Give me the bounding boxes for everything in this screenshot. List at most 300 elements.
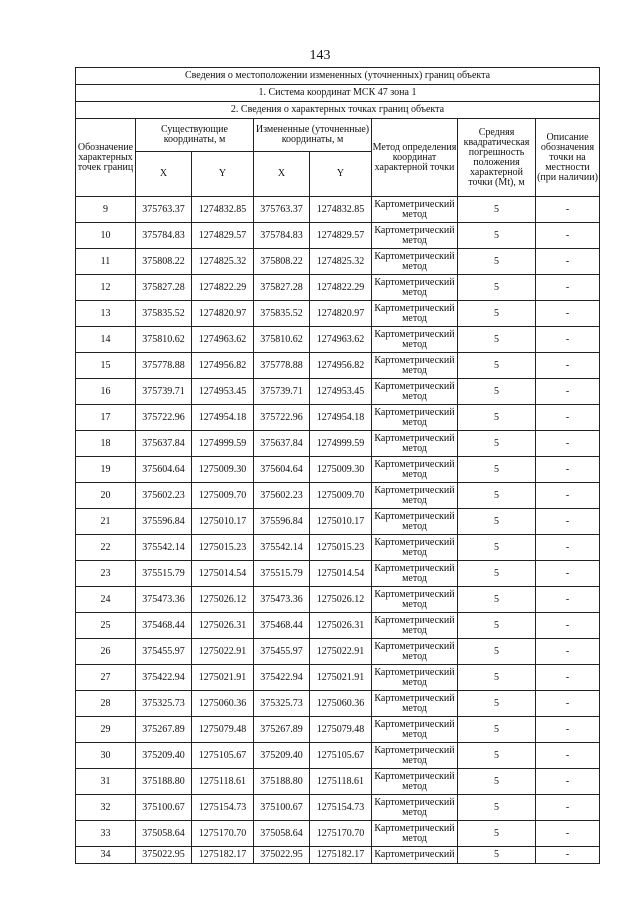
method-line1: Картометрический — [374, 484, 455, 496]
table-row — [76, 197, 600, 223]
existing-x-cell: 375778.88 — [136, 353, 192, 379]
existing-x-cell: 375784.83 — [136, 223, 192, 249]
table-row — [76, 821, 600, 847]
method-line2: метод — [402, 494, 427, 506]
existing-x-cell: 375209.40 — [136, 743, 192, 769]
method-line2: метод — [402, 650, 427, 662]
method-cell — [372, 847, 458, 864]
error-cell: 5 — [458, 743, 536, 769]
existing-x-cell: 375808.22 — [136, 249, 192, 275]
method-line1: Картометрический — [374, 354, 455, 366]
changed-x-cell: 375455.97 — [254, 639, 310, 665]
changed-y-cell: 1275021.91 — [310, 665, 372, 691]
changed-y-cell: 1274825.32 — [310, 249, 372, 275]
method-line1: Картометрический — [374, 276, 455, 288]
existing-x-cell: 375022.95 — [136, 847, 192, 864]
table-row — [76, 223, 600, 249]
method-line2: метод — [402, 754, 427, 766]
error-cell: 5 — [458, 769, 536, 795]
table-row — [76, 483, 600, 509]
changed-x-cell: 375637.84 — [254, 431, 310, 457]
method-cell — [372, 769, 458, 795]
changed-x-cell: 375604.64 — [254, 457, 310, 483]
existing-y-cell: 1274963.62 — [192, 327, 254, 353]
point-number-cell: 26 — [76, 639, 136, 665]
changed-x-cell: 375778.88 — [254, 353, 310, 379]
error-cell: 5 — [458, 847, 536, 864]
existing-y-cell: 1274825.32 — [192, 249, 254, 275]
error-cell: 5 — [458, 327, 536, 353]
point-number-cell: 23 — [76, 561, 136, 587]
changed-x-cell: 375325.73 — [254, 691, 310, 717]
method-line2: метод — [402, 260, 427, 272]
existing-x-cell: 375722.96 — [136, 405, 192, 431]
method-line1: Картометрический — [374, 250, 455, 262]
method-line2: метод — [402, 832, 427, 844]
point-number-cell: 17 — [76, 405, 136, 431]
description-cell: - — [536, 483, 600, 509]
table-row — [76, 353, 600, 379]
method-line2: метод — [402, 234, 427, 246]
point-number-cell: 9 — [76, 197, 136, 223]
method-cell — [372, 743, 458, 769]
changed-x-cell: 375473.36 — [254, 587, 310, 613]
description-cell: - — [536, 639, 600, 665]
changed-x-cell: 375784.83 — [254, 223, 310, 249]
section-title: 2. Сведения о характерных точках границ объекта — [76, 102, 600, 119]
changed-x-cell: 375722.96 — [254, 405, 310, 431]
method-line2: метод — [402, 416, 427, 428]
existing-y-cell: 1275015.23 — [192, 535, 254, 561]
table-row — [76, 249, 600, 275]
existing-x-cell: 375835.52 — [136, 301, 192, 327]
point-number-cell: 32 — [76, 795, 136, 821]
description-cell: - — [536, 353, 600, 379]
changed-y-cell: 1275105.67 — [310, 743, 372, 769]
method-cell — [372, 561, 458, 587]
error-cell: 5 — [458, 405, 536, 431]
method-line2: метод — [402, 702, 427, 714]
existing-y-cell: 1274956.82 — [192, 353, 254, 379]
error-cell: 5 — [458, 275, 536, 301]
existing-y-cell: 1275010.17 — [192, 509, 254, 535]
description-cell: - — [536, 743, 600, 769]
changed-y-cell: 1275154.73 — [310, 795, 372, 821]
description-cell: - — [536, 275, 600, 301]
method-line2: метод — [402, 546, 427, 558]
page-number: 143 — [309, 48, 331, 63]
method-line2: метод — [402, 390, 427, 402]
point-number-cell: 13 — [76, 301, 136, 327]
header-description: Описание обозначения точки на местности (при наличии) — [536, 119, 600, 197]
description-cell: - — [536, 821, 600, 847]
existing-x-cell: 375058.64 — [136, 821, 192, 847]
existing-x-cell: 375515.79 — [136, 561, 192, 587]
changed-x-cell: 375468.44 — [254, 613, 310, 639]
error-cell: 5 — [458, 639, 536, 665]
point-number-cell: 16 — [76, 379, 136, 405]
existing-y-cell: 1275079.48 — [192, 717, 254, 743]
method-line1: Картометрический — [374, 510, 455, 522]
description-cell: - — [536, 249, 600, 275]
table-title: Сведения о местоположении измененных (уточненных) границ объекта — [76, 68, 600, 85]
changed-y-cell: 1274820.97 — [310, 301, 372, 327]
changed-y-cell: 1275009.30 — [310, 457, 372, 483]
method-line1: Картометрический — [374, 432, 455, 444]
header-changed-x: X — [254, 152, 310, 197]
description-cell: - — [536, 405, 600, 431]
method-line1: Картометрический — [374, 822, 455, 834]
existing-x-cell: 375188.80 — [136, 769, 192, 795]
existing-y-cell: 1275021.91 — [192, 665, 254, 691]
table-row — [76, 639, 600, 665]
description-cell: - — [536, 717, 600, 743]
changed-y-cell: 1274963.62 — [310, 327, 372, 353]
method-cell — [372, 301, 458, 327]
error-cell: 5 — [458, 509, 536, 535]
existing-x-cell: 375455.97 — [136, 639, 192, 665]
method-line1: Картометрический — [374, 640, 455, 652]
description-cell: - — [536, 795, 600, 821]
existing-x-cell: 375827.28 — [136, 275, 192, 301]
error-cell: 5 — [458, 613, 536, 639]
table-row — [76, 691, 600, 717]
method-line1: Картометрический — [374, 406, 455, 418]
error-cell: 5 — [458, 665, 536, 691]
table-row — [76, 587, 600, 613]
changed-y-cell: 1275015.23 — [310, 535, 372, 561]
point-number-cell: 12 — [76, 275, 136, 301]
changed-y-cell: 1275009.70 — [310, 483, 372, 509]
changed-y-cell: 1275079.48 — [310, 717, 372, 743]
changed-x-cell: 375739.71 — [254, 379, 310, 405]
method-line1: Картометрический — [374, 692, 455, 704]
header-error: Средняя квадратическая погрешность положения характерной точки (Mt), м — [458, 119, 536, 197]
existing-y-cell: 1275014.54 — [192, 561, 254, 587]
point-number-cell: 19 — [76, 457, 136, 483]
description-cell: - — [536, 301, 600, 327]
method-cell — [372, 353, 458, 379]
existing-x-cell: 375810.62 — [136, 327, 192, 353]
table-row — [76, 561, 600, 587]
existing-x-cell: 375637.84 — [136, 431, 192, 457]
error-cell: 5 — [458, 301, 536, 327]
existing-y-cell: 1275022.91 — [192, 639, 254, 665]
method-line1: Картометрический — [374, 536, 455, 548]
table-row — [76, 613, 600, 639]
table-row — [76, 847, 600, 864]
table-row — [76, 717, 600, 743]
method-line1: Картометрический — [374, 770, 455, 782]
method-line2: метод — [402, 572, 427, 584]
existing-y-cell: 1275009.30 — [192, 457, 254, 483]
method-line1: Картометрический — [374, 744, 455, 756]
method-line2: метод — [402, 286, 427, 298]
header-designation: Обозначение характерных точек границ — [76, 119, 136, 197]
existing-y-cell: 1275118.61 — [192, 769, 254, 795]
changed-y-cell: 1275026.12 — [310, 587, 372, 613]
existing-x-cell: 375422.94 — [136, 665, 192, 691]
changed-x-cell: 375542.14 — [254, 535, 310, 561]
description-cell: - — [536, 847, 600, 864]
method-cell — [372, 327, 458, 353]
table-row — [76, 509, 600, 535]
changed-y-cell: 1275022.91 — [310, 639, 372, 665]
header-changed-coords: Измененные (уточненные) координаты, м — [254, 119, 372, 152]
error-cell: 5 — [458, 795, 536, 821]
table-row — [76, 327, 600, 353]
point-number-cell: 34 — [76, 847, 136, 864]
existing-y-cell: 1275170.70 — [192, 821, 254, 847]
point-number-cell: 15 — [76, 353, 136, 379]
method-cell — [372, 535, 458, 561]
header-changed-y: Y — [310, 152, 372, 197]
error-cell: 5 — [458, 691, 536, 717]
point-number-cell: 25 — [76, 613, 136, 639]
table-row — [76, 405, 600, 431]
error-cell: 5 — [458, 431, 536, 457]
description-cell: - — [536, 431, 600, 457]
changed-y-cell: 1274999.59 — [310, 431, 372, 457]
method-line2: метод — [402, 728, 427, 740]
description-cell: - — [536, 223, 600, 249]
method-line1: Картометрический — [374, 562, 455, 574]
point-number-cell: 30 — [76, 743, 136, 769]
error-cell: 5 — [458, 561, 536, 587]
error-cell: 5 — [458, 717, 536, 743]
description-cell: - — [536, 691, 600, 717]
error-cell: 5 — [458, 535, 536, 561]
changed-y-cell: 1275182.17 — [310, 847, 372, 864]
existing-y-cell: 1274829.57 — [192, 223, 254, 249]
existing-x-cell: 375325.73 — [136, 691, 192, 717]
description-cell: - — [536, 379, 600, 405]
changed-x-cell: 375810.62 — [254, 327, 310, 353]
changed-y-cell: 1274954.18 — [310, 405, 372, 431]
changed-x-cell: 375022.95 — [254, 847, 310, 864]
method-cell — [372, 275, 458, 301]
point-number-cell: 29 — [76, 717, 136, 743]
changed-y-cell: 1274956.82 — [310, 353, 372, 379]
table-row — [76, 535, 600, 561]
method-cell — [372, 223, 458, 249]
method-cell — [372, 483, 458, 509]
point-number-cell: 28 — [76, 691, 136, 717]
method-line1: Картометрический — [374, 328, 455, 340]
description-cell: - — [536, 561, 600, 587]
description-cell: - — [536, 509, 600, 535]
method-cell — [372, 717, 458, 743]
changed-y-cell: 1275014.54 — [310, 561, 372, 587]
description-cell: - — [536, 197, 600, 223]
coordinate-system: 1. Система координат МСК 47 зона 1 — [76, 85, 600, 102]
method-line1: Картометрический — [374, 588, 455, 600]
method-line1: Картометрический — [374, 380, 455, 392]
method-cell — [372, 249, 458, 275]
existing-x-cell: 375267.89 — [136, 717, 192, 743]
method-cell — [372, 197, 458, 223]
changed-x-cell: 375422.94 — [254, 665, 310, 691]
description-cell: - — [536, 665, 600, 691]
changed-y-cell: 1275118.61 — [310, 769, 372, 795]
method-line2: метод — [402, 780, 427, 792]
point-number-cell: 14 — [76, 327, 136, 353]
changed-y-cell: 1274822.29 — [310, 275, 372, 301]
header-existing-x: X — [136, 152, 192, 197]
description-cell: - — [536, 327, 600, 353]
method-line1: Картометрический — [374, 614, 455, 626]
description-cell: - — [536, 535, 600, 561]
point-number-cell: 18 — [76, 431, 136, 457]
table-row — [76, 743, 600, 769]
existing-x-cell: 375763.37 — [136, 197, 192, 223]
description-cell: - — [536, 769, 600, 795]
point-number-cell: 10 — [76, 223, 136, 249]
method-line1: Картометрический — [374, 302, 455, 314]
method-line2: метод — [402, 338, 427, 350]
changed-y-cell: 1275170.70 — [310, 821, 372, 847]
table-row — [76, 301, 600, 327]
method-line1: Картометрический — [374, 198, 455, 210]
existing-y-cell: 1275060.36 — [192, 691, 254, 717]
error-cell: 5 — [458, 483, 536, 509]
point-number-cell: 24 — [76, 587, 136, 613]
method-cell — [372, 613, 458, 639]
error-cell: 5 — [458, 249, 536, 275]
changed-x-cell: 375602.23 — [254, 483, 310, 509]
existing-y-cell: 1274820.97 — [192, 301, 254, 327]
method-line2: метод — [402, 624, 427, 636]
table-row — [76, 795, 600, 821]
changed-x-cell: 375188.80 — [254, 769, 310, 795]
point-number-cell: 27 — [76, 665, 136, 691]
point-number-cell: 22 — [76, 535, 136, 561]
existing-x-cell: 375542.14 — [136, 535, 192, 561]
changed-x-cell: 375267.89 — [254, 717, 310, 743]
existing-x-cell: 375468.44 — [136, 613, 192, 639]
method-line2: метод — [402, 806, 427, 818]
changed-x-cell: 375827.28 — [254, 275, 310, 301]
method-line2: метод — [402, 598, 427, 610]
existing-y-cell: 1275182.17 — [192, 847, 254, 864]
error-cell: 5 — [458, 821, 536, 847]
existing-y-cell: 1275026.12 — [192, 587, 254, 613]
method-line2: метод — [402, 676, 427, 688]
changed-y-cell: 1274829.57 — [310, 223, 372, 249]
method-line2: метод — [402, 364, 427, 376]
method-line2: метод — [402, 468, 427, 480]
changed-x-cell: 375100.67 — [254, 795, 310, 821]
existing-y-cell: 1274822.29 — [192, 275, 254, 301]
error-cell: 5 — [458, 587, 536, 613]
method-line2: метод — [402, 208, 427, 220]
method-cell — [372, 405, 458, 431]
method-line2: метод — [402, 520, 427, 532]
method-cell — [372, 665, 458, 691]
table-row — [76, 275, 600, 301]
changed-x-cell: 375058.64 — [254, 821, 310, 847]
table-row — [76, 431, 600, 457]
table-row — [76, 379, 600, 405]
header-existing-y: Y — [192, 152, 254, 197]
point-number-cell: 11 — [76, 249, 136, 275]
method-line1: Картометрический — [374, 796, 455, 808]
existing-y-cell: 1274954.18 — [192, 405, 254, 431]
changed-x-cell: 375209.40 — [254, 743, 310, 769]
method-line2: метод — [402, 442, 427, 454]
method-cell — [372, 639, 458, 665]
header-method: Метод определения координат характерной точки — [372, 119, 458, 197]
table-row — [76, 665, 600, 691]
existing-y-cell: 1275026.31 — [192, 613, 254, 639]
existing-y-cell: 1274953.45 — [192, 379, 254, 405]
error-cell: 5 — [458, 197, 536, 223]
changed-x-cell: 375835.52 — [254, 301, 310, 327]
description-cell: - — [536, 457, 600, 483]
method-line1: Картометрический — [374, 666, 455, 678]
existing-x-cell: 375739.71 — [136, 379, 192, 405]
point-number-cell: 20 — [76, 483, 136, 509]
table-row — [76, 457, 600, 483]
changed-y-cell: 1274953.45 — [310, 379, 372, 405]
point-number-cell: 31 — [76, 769, 136, 795]
method-cell — [372, 821, 458, 847]
method-line1: Картометрический — [374, 224, 455, 236]
error-cell: 5 — [458, 379, 536, 405]
method-line2: метод — [402, 312, 427, 324]
header-existing-coords: Существующие координаты, м — [136, 119, 254, 152]
changed-y-cell: 1275060.36 — [310, 691, 372, 717]
error-cell: 5 — [458, 353, 536, 379]
table-row — [76, 769, 600, 795]
changed-x-cell: 375596.84 — [254, 509, 310, 535]
method-cell — [372, 587, 458, 613]
existing-y-cell: 1275154.73 — [192, 795, 254, 821]
existing-x-cell: 375473.36 — [136, 587, 192, 613]
description-cell: - — [536, 613, 600, 639]
point-number-cell: 21 — [76, 509, 136, 535]
existing-y-cell: 1274832.85 — [192, 197, 254, 223]
point-number-cell: 33 — [76, 821, 136, 847]
method-line1: Картометрический — [374, 718, 455, 730]
changed-y-cell: 1274832.85 — [310, 197, 372, 223]
method-line1: Картометрический — [374, 458, 455, 470]
changed-x-cell: 375808.22 — [254, 249, 310, 275]
existing-x-cell: 375596.84 — [136, 509, 192, 535]
method-cell — [372, 795, 458, 821]
method-cell — [372, 457, 458, 483]
method-cell — [372, 691, 458, 717]
changed-y-cell: 1275026.31 — [310, 613, 372, 639]
method-line1: Картометрический — [374, 849, 455, 860]
boundary-points-table — [75, 67, 600, 864]
changed-x-cell: 375763.37 — [254, 197, 310, 223]
changed-x-cell: 375515.79 — [254, 561, 310, 587]
method-cell — [372, 509, 458, 535]
description-cell: - — [536, 587, 600, 613]
existing-y-cell: 1275009.70 — [192, 483, 254, 509]
error-cell: 5 — [458, 223, 536, 249]
existing-y-cell: 1275105.67 — [192, 743, 254, 769]
existing-x-cell: 375604.64 — [136, 457, 192, 483]
existing-y-cell: 1274999.59 — [192, 431, 254, 457]
method-cell — [372, 379, 458, 405]
method-cell — [372, 431, 458, 457]
changed-y-cell: 1275010.17 — [310, 509, 372, 535]
error-cell: 5 — [458, 457, 536, 483]
existing-x-cell: 375602.23 — [136, 483, 192, 509]
existing-x-cell: 375100.67 — [136, 795, 192, 821]
